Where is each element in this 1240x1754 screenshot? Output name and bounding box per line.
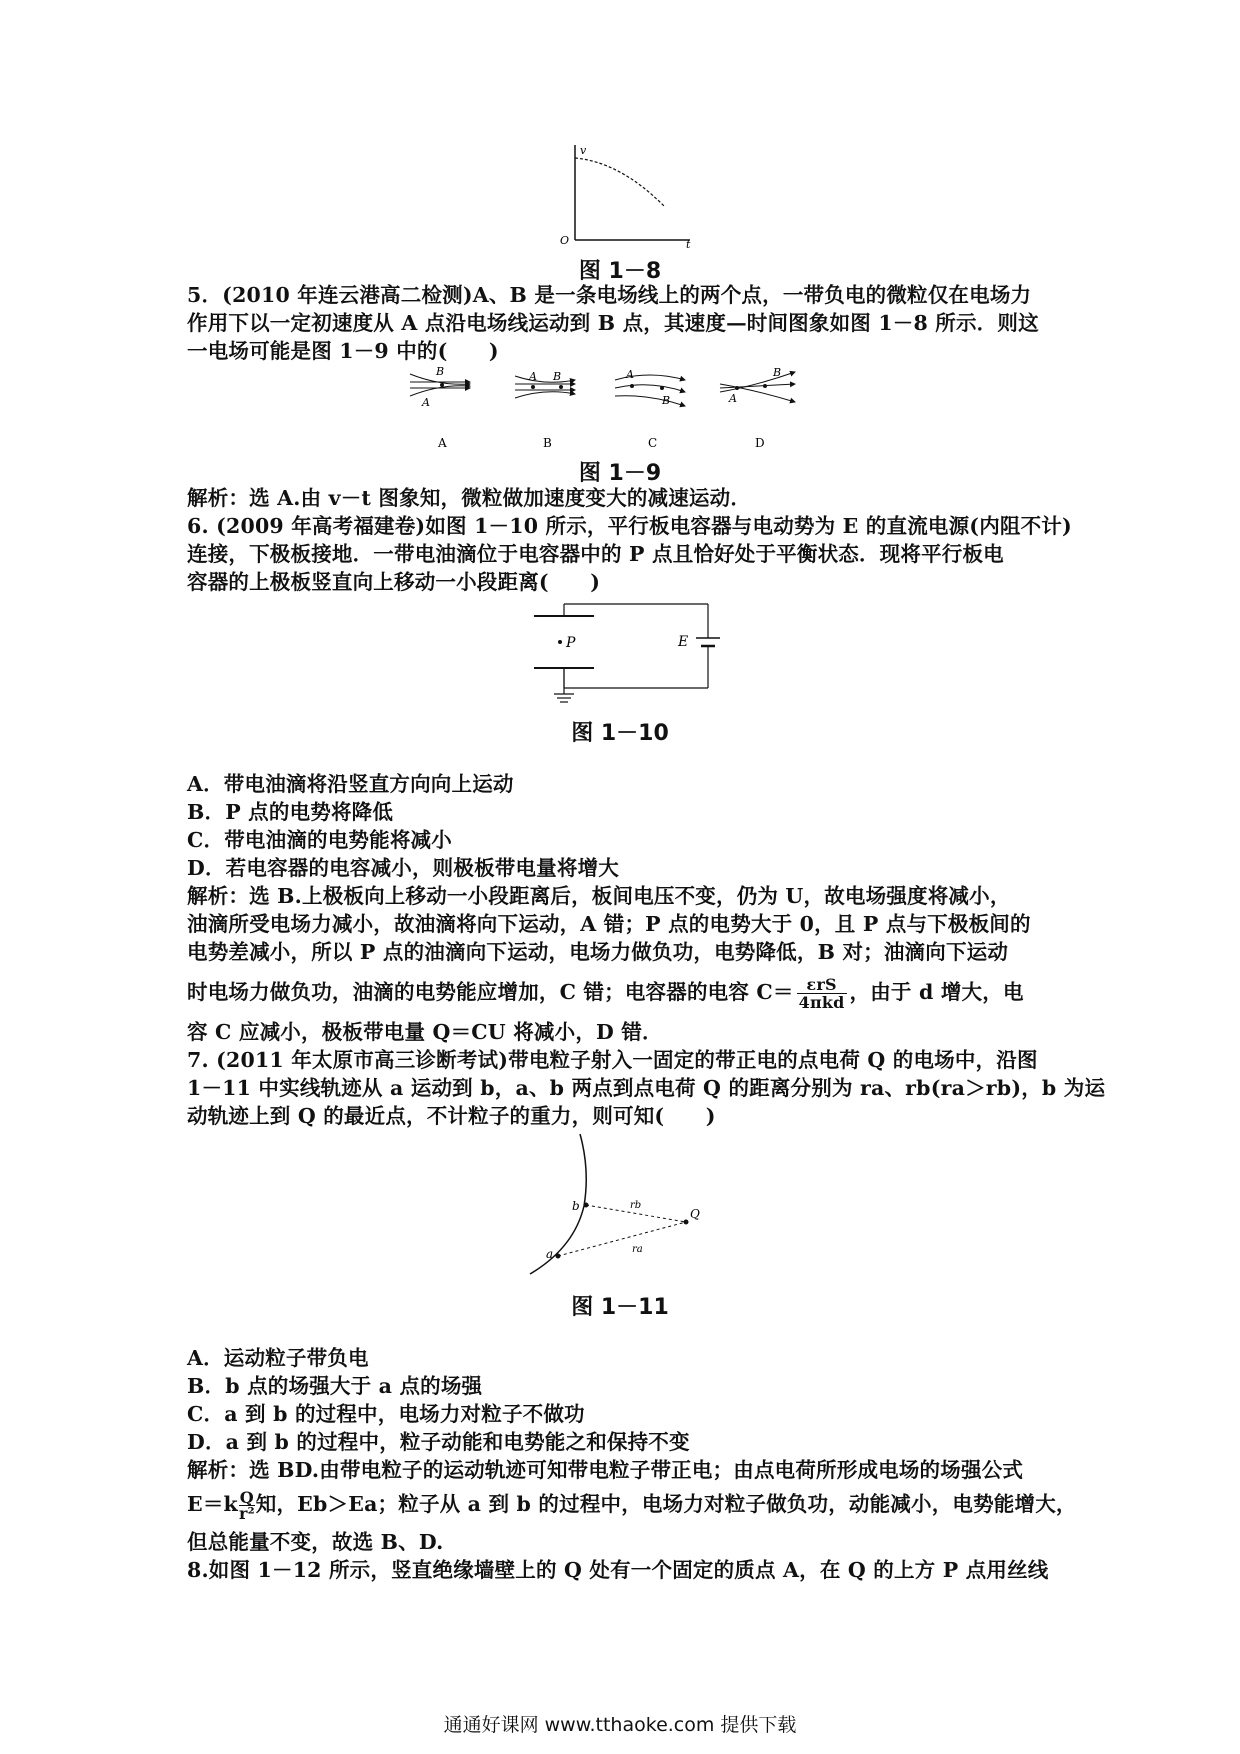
- q6-answer-line-2: 油滴所受电场力减小，故油滴将向下运动，A 错；P 点的电势大于 0，且 P 点与下极板间的: [187, 912, 1031, 936]
- q7-option-a: A．运动粒子带负电: [187, 1346, 369, 1370]
- option-label-c: C: [648, 436, 658, 450]
- figure-1-9-caption: 图 1－9: [578, 461, 662, 486]
- option-label-a: A: [438, 436, 447, 450]
- figure-1-11-caption: 图 1－11: [571, 1295, 669, 1320]
- field-strength-denominator: r²: [238, 1504, 255, 1523]
- ra-label: ra: [632, 1244, 643, 1255]
- q6-answer-line-5: 容 C 应减小，极板带电量 Q＝CU 将减小，D 错．: [187, 1020, 663, 1044]
- t-axis-label: t: [686, 238, 691, 250]
- diagram-c-point-a: A: [626, 368, 634, 381]
- field-strength-numerator: Q: [239, 1488, 254, 1507]
- diagram-c-point-b: B: [662, 394, 671, 407]
- point-q-label: Q: [690, 1207, 700, 1221]
- field-strength-formula: [239, 1490, 255, 1521]
- q6-answer-line-4-post: ，由于 d 增大，电: [849, 980, 1024, 1004]
- q7-line-2: 1－11 中实线轨迹从 a 运动到 b，a、b 两点到点电荷 Q 的距离分别为 ra、rb(ra＞rb)，b 为运: [187, 1076, 1106, 1100]
- diagram-a-point-b: B: [436, 365, 445, 378]
- option-label-b: B: [543, 436, 552, 450]
- emf-e-label: E: [678, 634, 689, 650]
- q6-line-2: 连接，下极板接地．一带电油滴位于电容器中的 P 点且恰好处于平衡状态．现将平行板电: [187, 542, 1004, 566]
- page-footer: 通通好课网 www.tthaoke.com 提供下载: [443, 1714, 797, 1736]
- q7-answer-line-2: [187, 1488, 1077, 1523]
- q6-answer-line-1: 解析：选 B.上极板向上移动一小段距离后，板间电压不变，仍为 U，故电场强度将减小，: [187, 884, 1011, 908]
- field-diagram-a: [410, 365, 470, 450]
- q7-option-c: C．a 到 b 的过程中，电场力对粒子不做功: [187, 1402, 585, 1426]
- point-b-label: b: [572, 1199, 580, 1213]
- capacitance-denominator: 4πkd: [798, 993, 845, 1012]
- q5-line-3: 一电场可能是图 1－9 中的( ): [187, 339, 499, 363]
- diagram-d-point-a: A: [729, 392, 737, 405]
- q6-line-3: 容器的上极板竖直向上移动一小段距离( ): [187, 570, 601, 594]
- v-axis-label: v: [580, 144, 587, 157]
- figure-1-8-caption: 图 1－8: [578, 259, 662, 284]
- q7-line-3: 动轨迹上到 Q 的最近点，不计粒子的重力，则可知( ): [187, 1104, 716, 1128]
- origin-label: O: [560, 234, 570, 247]
- capacitance-numerator: εrS: [797, 976, 847, 994]
- diagram-d-point-b: B: [773, 366, 782, 379]
- q6-option-d: D．若电容器的电容减小，则极板带电量将增大: [187, 856, 619, 880]
- q6-answer-line-4: [187, 976, 1067, 1011]
- figure-1-11-trajectory: [520, 1130, 720, 1280]
- q6-answer-line-4-pre: 时电场力做负功，油滴的电势能应增加，C 错；电容器的电容 C＝: [187, 980, 794, 1004]
- diagram-a-point-a: A: [422, 396, 430, 409]
- point-p-label: P: [566, 635, 576, 651]
- q5-answer: 解析：选 A.由 v－t 图象知，微粒做加速度变大的减速运动．: [187, 486, 752, 510]
- q7-answer-line-2-post: 知，Eb＞Ea；粒子从 a 到 b 的过程中，电场力对粒子做负功，动能减小，电势能增大，: [255, 1492, 1077, 1516]
- q6-option-c: C．带电油滴的电势能将减小: [187, 828, 452, 852]
- figure-1-8-vt-graph: [540, 140, 700, 250]
- q7-option-d: D．a 到 b 的过程中，粒子动能和电势能之和保持不变: [187, 1430, 690, 1454]
- q7-answer-line-3: 但总能量不变，故选 B、D.: [187, 1530, 444, 1554]
- q5-line-2: 作用下以一定初速度从 A 点沿电场线运动到 B 点，其速度—时间图象如图 1－8 所示．则这: [187, 311, 1039, 335]
- capacitance-formula: [797, 976, 847, 1011]
- diagram-b-point-b: B: [553, 370, 562, 383]
- figure-1-10-caption: 图 1－10: [571, 721, 669, 746]
- field-diagram-b: [515, 370, 575, 450]
- field-diagram-d: [720, 366, 795, 450]
- q6-option-a: A．带电油滴将沿竖直方向向上运动: [187, 772, 514, 796]
- diagram-b-point-a: A: [529, 370, 537, 383]
- q7-option-b: B．b 点的场强大于 a 点的场强: [187, 1374, 483, 1398]
- rb-label: rb: [630, 1200, 642, 1211]
- q7-line-1: 7. (2011 年太原市高三诊断考试)带电粒子射入一固定的带正电的点电荷 Q 的电场中，沿图: [187, 1048, 1038, 1072]
- point-a-label: a: [546, 1247, 554, 1261]
- q6-answer-line-3: 电势差减小，所以 P 点的油滴向下运动，电场力做负功，电势降低，B 对；油滴向下运动: [187, 940, 1009, 964]
- q7-answer-line-1: 解析：选 BD.由带电粒子的运动轨迹可知带电粒子带正电；由点电荷所形成电场的场强公式: [187, 1458, 1024, 1482]
- q6-option-b: B．P 点的电势将降低: [187, 800, 394, 824]
- q5-line-1: 5．(2010 年连云港高二检测)A、B 是一条电场线上的两个点，一带负电的微粒仅在电场力: [187, 283, 1032, 307]
- figure-1-9-field-lines: [400, 362, 860, 452]
- option-label-d: D: [755, 436, 765, 450]
- q7-answer-line-2-pre: E＝k: [187, 1492, 238, 1516]
- q6-line-1: 6. (2009 年高考福建卷)如图 1－10 所示，平行板电容器与电动势为 E 的直流电源(内阻不计): [187, 514, 1072, 538]
- q8-line-1: 8.如图 1－12 所示，竖直绝缘墙壁上的 Q 处有一个固定的质点 A，在 Q 的上方 P 点用丝线: [187, 1558, 1049, 1582]
- field-diagram-c: [615, 368, 685, 450]
- figure-1-10-circuit: [520, 596, 720, 708]
